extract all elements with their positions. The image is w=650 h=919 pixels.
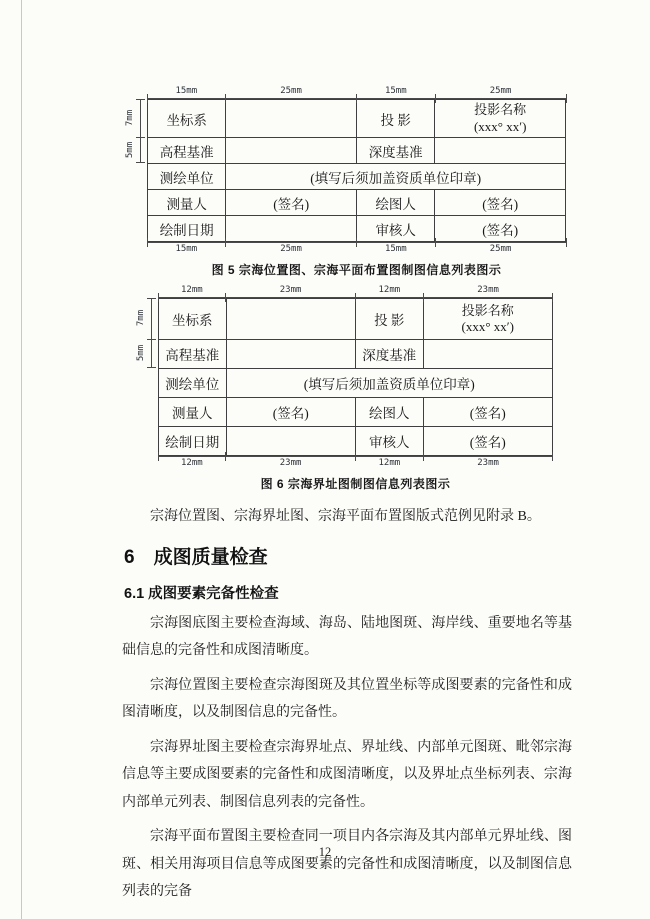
scan-edge-line (21, 0, 22, 919)
cell-elevation-datum-value (226, 138, 357, 164)
figure-6 (136, 283, 553, 492)
dimension-label: 25mm (435, 87, 566, 98)
dimension-line (151, 298, 152, 368)
figure5-bottom-dimension-line (147, 242, 566, 257)
cell-seal-note: (填写后须加盖资质单位印章) (226, 164, 566, 190)
cell-drafter-signature: (签名) (435, 190, 566, 216)
cell-depth-datum-label: 深度基准 (355, 340, 423, 369)
cell-reviewer-label: 审核人 (355, 427, 423, 456)
cell-reviewer-signature: (签名) (423, 427, 552, 456)
figure6-top-dimension-line (158, 283, 553, 298)
body-paragraph: 宗海图底图主要检查海域、海岛、陆地图斑、海岸线、重要地名等基础信息的完备性和成图清晰度。 (122, 615, 572, 658)
cell-projection-name (423, 299, 552, 340)
intro-paragraph: 宗海位置图、宗海界址图、宗海平面布置图版式范例见附录 B。 (150, 509, 541, 524)
body-paragraph: 宗海平面布置图主要检查同一项目内各宗海及其内部单元界址线、图斑、相关用海项目信息等成图要素的完备性和成图清晰度，以及制图信息列表的完备 (122, 829, 572, 899)
cell-surveyor-label: 测量人 (159, 398, 227, 427)
projection-name-line1: 投影名称 (461, 302, 514, 318)
dimension-label: 25mm (226, 87, 357, 98)
dimension-label: 12mm (355, 457, 423, 468)
dimension-label: 5mm (125, 141, 135, 159)
cell-surveying-unit-label: 测绘单位 (159, 369, 227, 398)
dimension-label: 15mm (147, 243, 226, 254)
dimension-tick (136, 137, 145, 138)
dimension-label: 23mm (226, 457, 356, 468)
cell-surveyor-signature: (签名) (226, 190, 357, 216)
section-heading: 6 成图质量检查 (124, 546, 268, 568)
cell-depth-datum-label: 深度基准 (357, 138, 435, 164)
figure6-caption: 图 6 宗海界址图制图信息列表图示 (260, 477, 451, 491)
dimension-label: 23mm (423, 286, 553, 297)
cell-coordinate-system-value (226, 100, 357, 138)
cell-coordinate-system-value (226, 299, 355, 340)
table-row (159, 398, 553, 427)
table-row (159, 369, 553, 398)
table-row (148, 100, 566, 138)
figure5-drawing-info-table (147, 99, 566, 242)
dimension-label: 15mm (357, 243, 436, 254)
dimension-label: 7mm (125, 109, 135, 127)
cell-coordinate-system-label: 坐标系 (148, 100, 226, 138)
dimension-label: 7mm (136, 309, 146, 327)
cell-depth-datum-value (435, 138, 566, 164)
figure6-side-dimension-line (136, 298, 152, 368)
dimension-label: 15mm (357, 87, 436, 98)
table-row (148, 164, 566, 190)
cell-surveyor-label: 测量人 (148, 190, 226, 216)
dimension-tick (147, 298, 156, 299)
cell-coordinate-system-label: 坐标系 (159, 299, 227, 340)
cell-drafter-signature: (签名) (423, 398, 552, 427)
cell-drawing-date-value (226, 427, 355, 456)
subsection-heading: 6.1 成图要素完备性检查 (124, 585, 279, 602)
dimension-tick (147, 339, 156, 340)
cell-drawing-date-label: 绘制日期 (148, 216, 226, 242)
projection-name-line2: (xxx° xx′) (461, 319, 514, 334)
table-row (159, 340, 553, 369)
dimension-label: 23mm (226, 286, 356, 297)
dimension-label: 23mm (423, 457, 553, 468)
dimension-tick (136, 99, 145, 100)
cell-surveyor-signature: (签名) (226, 398, 355, 427)
cell-elevation-datum-label: 高程基准 (159, 340, 227, 369)
dimension-label: 15mm (147, 87, 226, 98)
figure6-bottom-dimension-line (158, 456, 553, 471)
projection-name-line2: (xxx° xx′) (473, 118, 527, 134)
figure5-caption: 图 5 宗海位置图、宗海平面布置图制图信息列表图示 (211, 263, 502, 277)
cell-elevation-datum-label: 高程基准 (148, 138, 226, 164)
cell-reviewer-label: 审核人 (357, 216, 435, 242)
dimension-label: 25mm (435, 243, 566, 254)
cell-seal-note: (填写后须加盖资质单位印章) (226, 369, 552, 398)
cell-reviewer-signature: (签名) (435, 216, 566, 242)
cell-drafter-label: 绘图人 (355, 398, 423, 427)
body-paragraph: 宗海界址图主要检查宗海界址点、界址线、内部单元图斑、毗邻宗海信息等主要成图要素的完备性和成图清晰度，以及界址点坐标列表、宗海内部单元列表、制图信息列表的完备性。 (122, 739, 572, 810)
table-row (159, 299, 553, 340)
dimension-label: 12mm (355, 286, 423, 297)
cell-elevation-datum-value (226, 340, 355, 369)
figure-5 (125, 84, 566, 278)
figure5-side-dimension-line (125, 99, 141, 163)
figure6-drawing-info-table (158, 298, 553, 456)
cell-drawing-date-label: 绘制日期 (159, 427, 227, 456)
figure5-top-dimension-line (147, 84, 566, 99)
cell-drafter-label: 绘图人 (357, 190, 435, 216)
cell-projection-name (435, 100, 566, 138)
cell-surveying-unit-label: 测绘单位 (148, 164, 226, 190)
table-row (148, 190, 566, 216)
page-number: 12 (318, 845, 332, 859)
cell-depth-datum-value (423, 340, 552, 369)
dimension-label: 5mm (136, 344, 146, 362)
cell-projection-label: 投 影 (357, 100, 435, 138)
dimension-label: 12mm (158, 457, 226, 468)
cell-projection-label: 投 影 (355, 299, 423, 340)
dimension-tick (136, 162, 145, 163)
cell-drawing-date-value (226, 216, 357, 242)
body-paragraph: 宗海位置图主要检查宗海图斑及其位置坐标等成图要素的完备性和成图清晰度，以及制图信息的完备性。 (122, 677, 572, 720)
dimension-tick (147, 367, 156, 368)
projection-name-line1: 投影名称 (474, 102, 527, 118)
dimension-label: 25mm (226, 243, 357, 254)
dimension-label: 12mm (158, 286, 226, 297)
dimension-line (140, 99, 141, 163)
table-row (148, 138, 566, 164)
